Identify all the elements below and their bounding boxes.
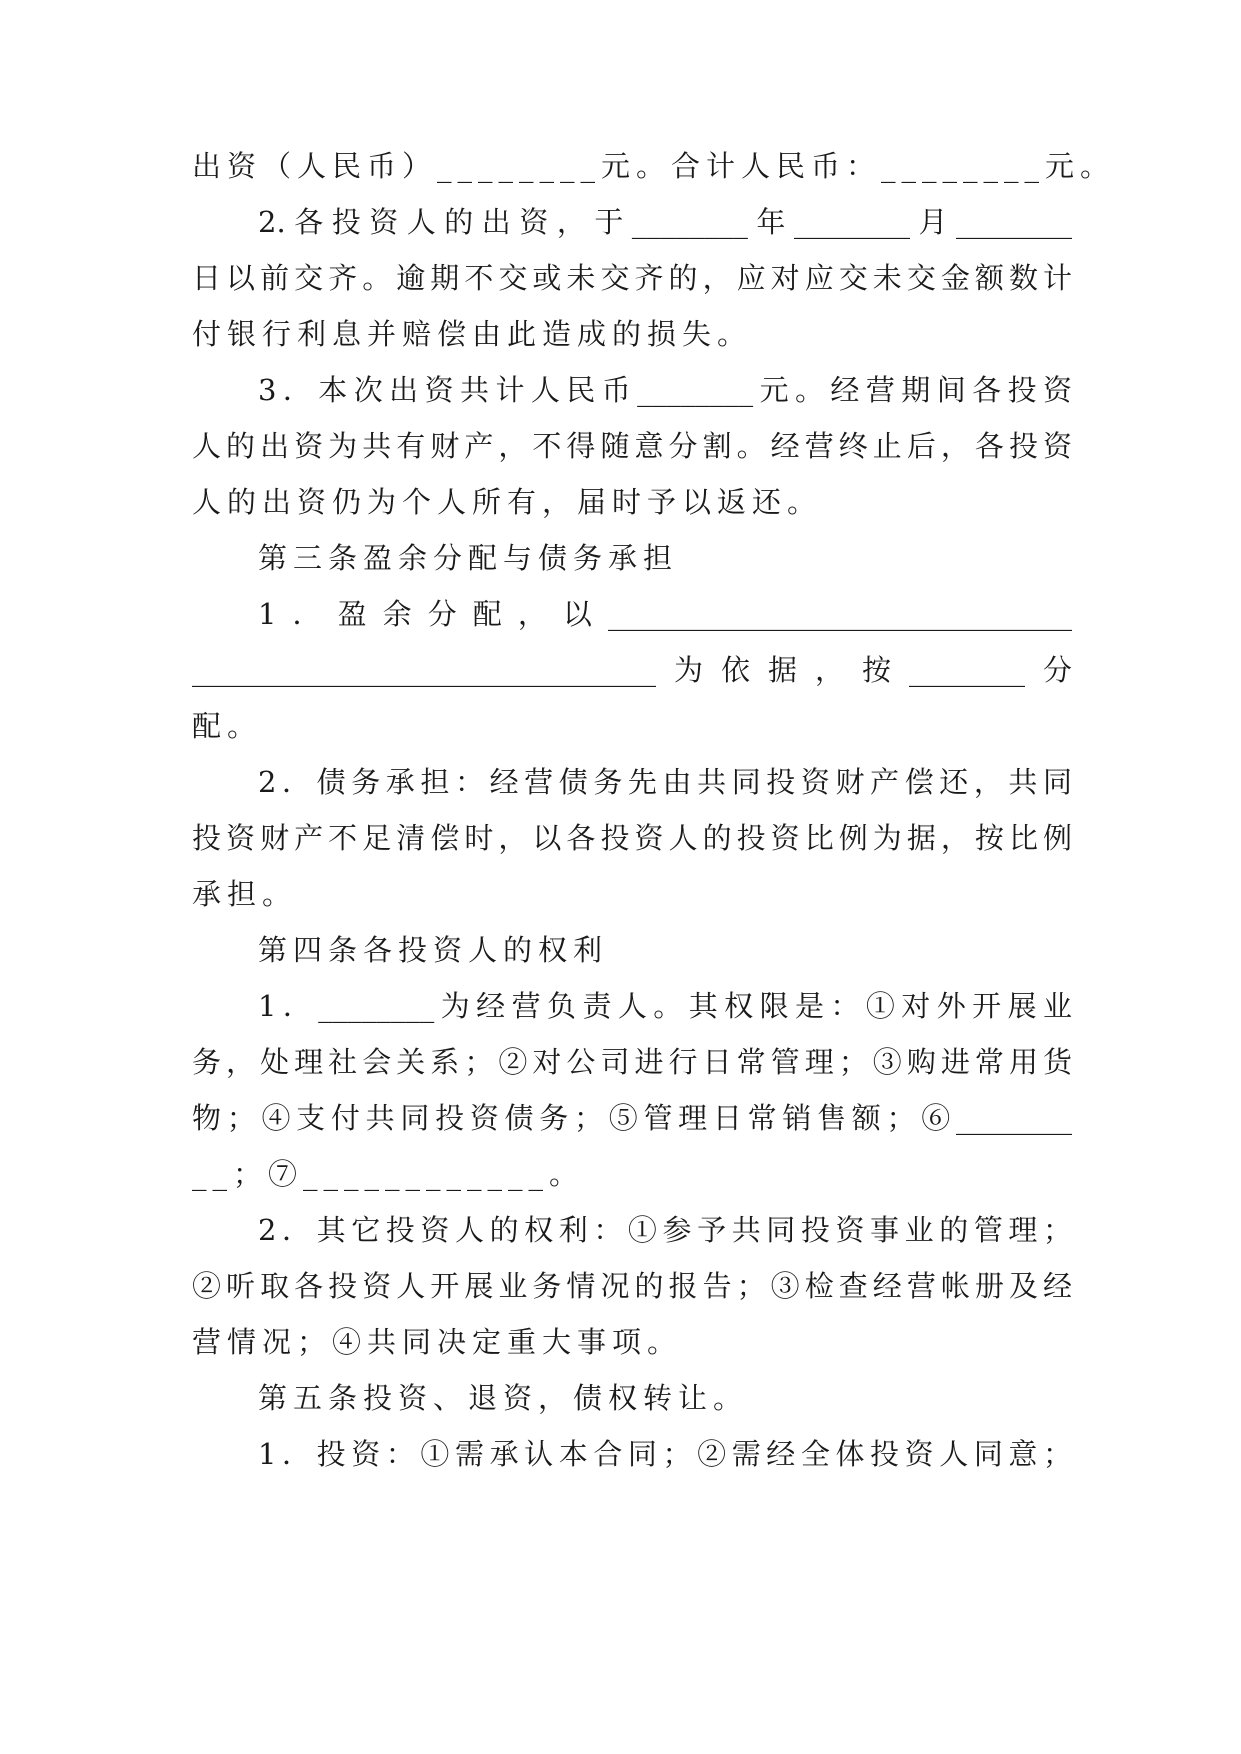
text-line: 承担。 bbox=[192, 877, 298, 911]
text-line: 1．投资：①需承认本合同；②需经全体投资人同意； bbox=[258, 1437, 1072, 1471]
section-heading: 第四条各投资人的权利 bbox=[258, 933, 609, 967]
text-line: 2．其它投资人的权利：①参予共同投资事业的管理； bbox=[258, 1213, 1072, 1247]
text-line: __；⑦____________。 bbox=[192, 1157, 585, 1191]
text-line: 日以前交齐。逾期不交或未交齐的，应对应交未交金额数计 bbox=[192, 261, 1072, 295]
text-line: 物；④支付共同投资债务；⑤管理日常销售额；⑥________ bbox=[192, 1101, 1072, 1135]
text-line: 配。 bbox=[192, 709, 263, 743]
text-line: 3．本次出资共计人民币________元。经营期间各投资 bbox=[258, 373, 1072, 407]
text-line: 出资（人民币）________元。合计人民币：________元。 bbox=[192, 149, 1116, 183]
text-line: 1．________为经营负责人。其权限是：①对外开展业 bbox=[258, 989, 1072, 1023]
text-line: 付银行利息并赔偿由此造成的损失。 bbox=[192, 317, 753, 351]
text-line: ________________________________为依据，按________分 bbox=[192, 653, 1072, 687]
section-heading: 第三条盈余分配与债务承担 bbox=[258, 541, 679, 575]
text-line: 2．债务承担：经营债务先由共同投资财产偿还，共同 bbox=[258, 765, 1072, 799]
section-heading: 第五条投资、退资，债权转让。 bbox=[258, 1381, 749, 1415]
text-line: 投资财产不足清偿时，以各投资人的投资比例为据，按比例 bbox=[192, 821, 1072, 855]
text-line: 2.各投资人的出资，于________年________月________ bbox=[258, 205, 1072, 239]
text-line: 1．盈余分配，以________________________________ bbox=[258, 597, 1072, 631]
text-line: 营情况；④共同决定重大事项。 bbox=[192, 1325, 683, 1359]
text-line: 人的出资仍为个人所有，届时予以返还。 bbox=[192, 485, 823, 519]
text-line: 务，处理社会关系；②对公司进行日常管理；③购进常用货 bbox=[192, 1045, 1072, 1079]
text-line: 人的出资为共有财产，不得随意分割。经营终止后，各投资 bbox=[192, 429, 1072, 463]
text-line: ②听取各投资人开展业务情况的报告；③检查经营帐册及经 bbox=[192, 1269, 1072, 1303]
